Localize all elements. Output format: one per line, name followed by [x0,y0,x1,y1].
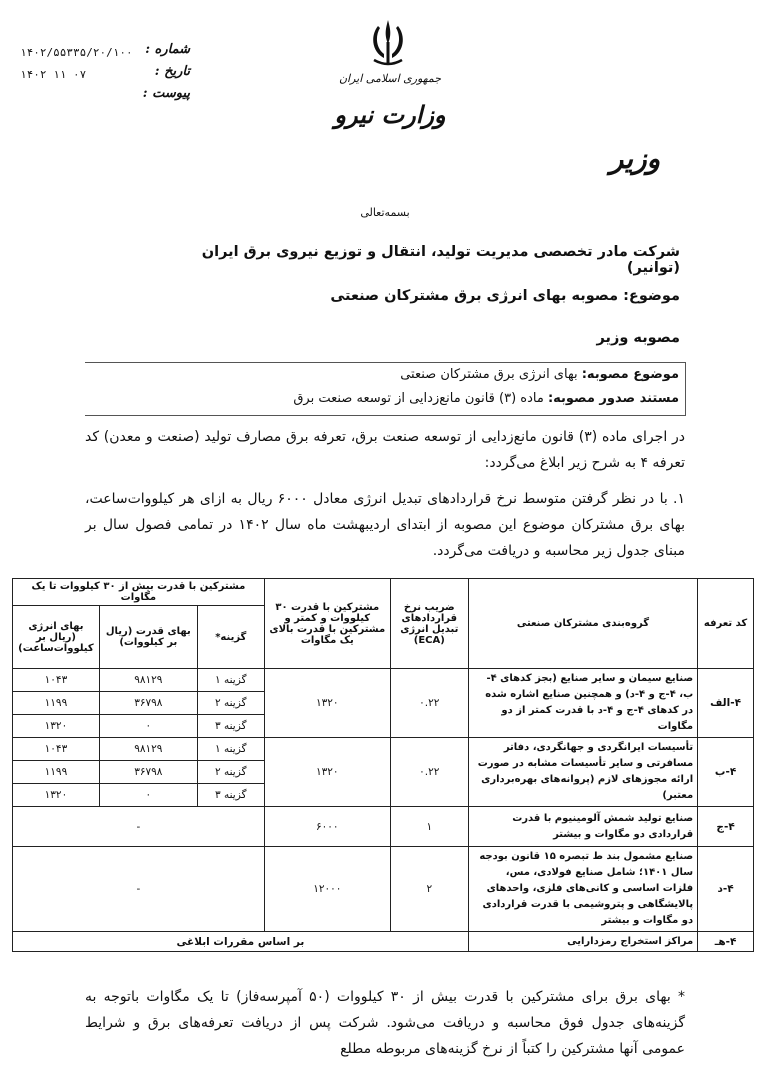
energy-price: ۱۱۹۹ [13,692,100,715]
eca-value: ۱ [390,807,468,847]
tariff-code: ۴-هـ [698,932,754,952]
tariff-code: ۴-الف [698,669,754,738]
ministry-title: وزارت نیرو [334,100,446,129]
letter-number: ۱۴۰۲/۵۵۳۳۵/۲۰/۱۰۰ [20,46,133,59]
recipient: شرکت مادر تخصصی مدیریت تولید، انتقال و توزیع نیروی برق ایران (توانیر) [201,244,680,276]
tariff-code: ۴-د [698,847,754,932]
power-price: ۰ [99,715,197,738]
power-price: ۹۸۱۲۹ [99,738,197,761]
eca-value: ۲ [390,847,468,932]
option-name: گزینه ۱ [197,738,264,761]
tariff-code: ۴-ب [698,738,754,807]
option-name: گزینه ۳ [197,715,264,738]
energy-price: ۱۱۹۹ [13,761,100,784]
table-row [13,847,754,932]
approval-subject-text: بهای انرژی برق مشترکان صنعتی [400,367,578,382]
attachment-label: پیوست : [142,86,190,101]
eca-value: ۰.۲۲ [390,669,468,738]
option-name: گزینه ۲ [197,761,264,784]
meta-block [20,42,190,108]
option-name: گزینه ۲ [197,692,264,715]
footnote: * بهای برق برای مشترکین با قدرت بیش از ۳۰ کیلووات (۵۰ آمپرسه‌فاز) تا یک مگاوات باتوجه به گزینه‌های جدول فوق محاسبه و دریافت می‌شود. شرکت پس از دریافت تعرفه‌های برق و شرایط عمومی آنها مشترکین را کتباً از نرخ گزینه‌های مربوطه مطلع [85,989,686,1057]
small-price-na: - [13,847,265,932]
republic-title: جمهوری اسلامی ایران [338,72,442,85]
power-price: ۳۶۷۹۸ [99,692,197,715]
group-description: صنایع مشمول بند ط تبصره ۱۵ قانون بودجه سال ۱۴۰۱؛ شامل صنایع فولادی، مس، فلزات اساسی و کانی‌های فلزی، واحدهای پالایشگاهی و پتروشیمی با قدرت قراردادی دو مگاوات و بیشتر [468,847,697,932]
approval-basis-text: ماده (۳) قانون مانع‌زدایی از توسعه صنعت برق [293,391,544,406]
subject-line: موضوع: مصوبه بهای انرژی برق مشترکان صنعتی [330,288,680,304]
table-row [13,669,754,692]
group-description: صنایع تولید شمش آلومینیوم با قدرت قراردادی دو مگاوات و بیشتر [468,807,697,847]
col-mid: مشترکین با قدرت ۳۰ کیلووات و کمتر و مشترکین با قدرت بالای یک مگاوات [264,579,390,669]
tariff-code: ۴-ج [698,807,754,847]
emblem-icon [360,14,416,70]
group-description: تأسیسات ایرانگردی و جهانگردی، دفاتر مسافرتی و سایر تأسیسات مشابه در صورت ارائه مجوزهای لازم (پروانه‌های بهره‌برداری معتبر) [468,738,697,807]
col-eca: ضریب نرخ قراردادهای تبدیل انرژی (ECA) [390,579,468,669]
col-group: گروه‌بندی مشترکان صنعتی [468,579,697,669]
mid-price: ۱۳۲۰ [264,738,390,807]
letter-date: ۱۴۰۲ ۱۱ ۰۷ [20,68,87,81]
energy-price: ۱۰۴۳ [13,738,100,761]
energy-price: ۱۳۲۰ [13,715,100,738]
basmala: بسمه‌تعالی [360,206,410,219]
minister-title: وزیر [609,142,661,175]
clause-1: ۱. با در نظر گرفتن متوسط نرخ قراردادهای تبدیل انرژی معادل ۶۰۰۰ ریال به ازای هر کیلووات‌ساعت، بهای برق مشترکان موضوع این مصوبه از ابتدای اردیبهشت ماه سال ۱۴۰۲ در تمامی فصول سال بر مبنای جدول زیر محاسبه و دریافت می‌گردد. [85,491,685,559]
intro-paragraph: در اجرای ماده (۳) قانون مانع‌زدایی از توسعه صنعت برق، تعرفه برق مصارف تولید (صنعت و معدن) کد تعرفه ۴ به شرح زیر ابلاغ می‌گردد: [85,429,685,471]
merged-note: بر اساس مقررات ابلاغی [13,932,469,952]
mid-price: ۱۲۰۰۰ [264,847,390,932]
power-price: ۰ [99,784,197,807]
number-label: شماره : [145,42,190,57]
group-description: مراکز استخراج رمزدارایی [468,932,697,952]
approval-subject-label: موضوع مصوبه: [581,367,679,382]
energy-price: ۱۰۴۳ [13,669,100,692]
approval-box [85,362,686,416]
power-price: ۳۶۷۹۸ [99,761,197,784]
energy-price: ۱۳۲۰ [13,784,100,807]
group-description: صنایع سیمان و سایر صنایع (بجز کدهای ۴-ب، ۴-ج و ۴-د) و همچنین صنایع اشاره شده در کدهای ۴-ج و ۴-د با قدرت کمتر از دو مگاوات [468,669,697,738]
tariff-table [12,578,754,952]
table-row [13,807,754,847]
date-label: تاریخ : [154,64,190,79]
table-row [13,738,754,761]
col-small: مشترکین با قدرت بیش از ۳۰ کیلووات تا یک مگاوات [13,579,265,606]
col-code: کد تعرفه [698,579,754,669]
mid-price: ۱۳۲۰ [264,669,390,738]
option-name: گزینه ۳ [197,784,264,807]
option-name: گزینه ۱ [197,669,264,692]
col-power-price: بهای قدرت (ریال بر کیلووات) [99,606,197,669]
table-row [13,932,754,952]
power-price: ۹۸۱۲۹ [99,669,197,692]
col-option: گزینه* [197,606,264,669]
mid-price: ۶۰۰۰ [264,807,390,847]
eca-value: ۰.۲۲ [390,738,468,807]
small-price-na: - [13,807,265,847]
approval-basis-label: مستند صدور مصوبه: [547,391,679,406]
col-energy-price: بهای انرژی (ریال بر کیلووات‌ساعت) [13,606,100,669]
approval-title: مصوبه وزیر [596,330,680,346]
